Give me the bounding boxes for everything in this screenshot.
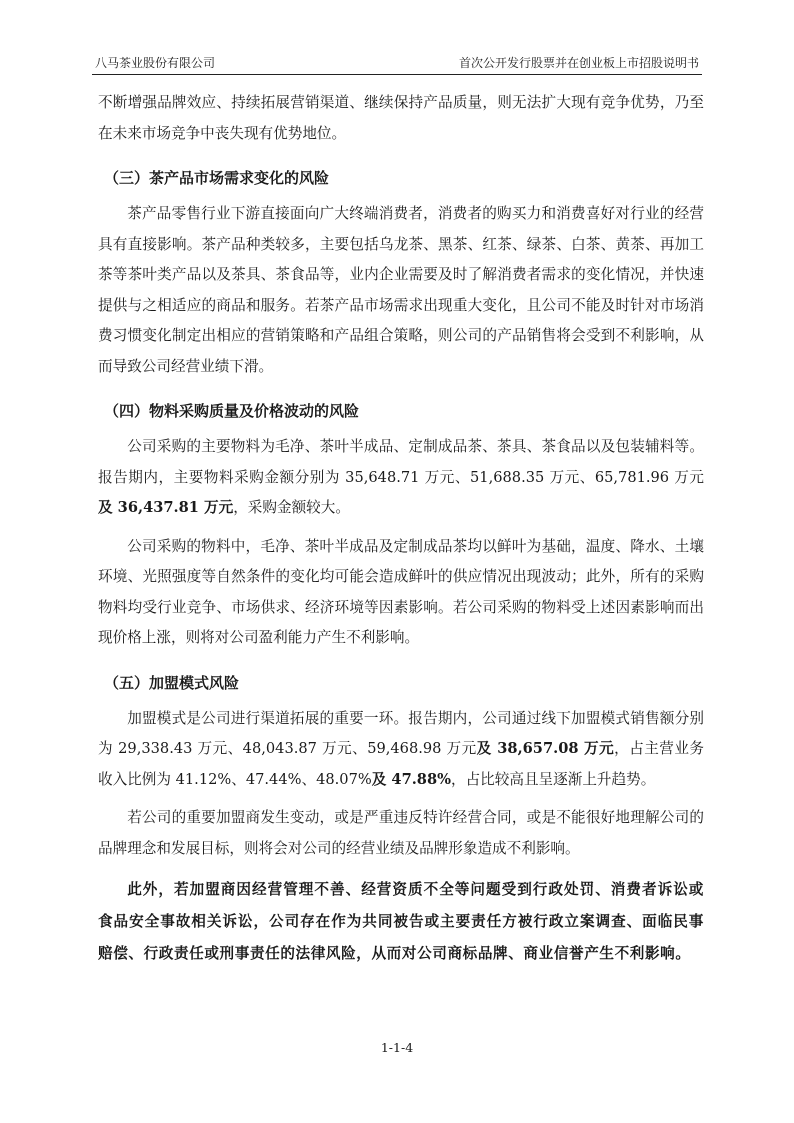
paragraph-procurement-amounts bbox=[98, 432, 704, 524]
paragraph-legal-risk: 此外，若加盟商因经营管理不善、经营资质不全等问题受到行政处罚、消费者诉讼或食品安全事故相关诉讼，公司存在作为共同被告或主要责任方被行政立案调查、面临民事赔偿、行政责任或刑事责任的法律风险，从而对公司商标品牌、商业信誉产生不利影响。 bbox=[98, 881, 704, 962]
paragraph-market-demand: 茶产品零售行业下游直接面向广大终端消费者，消费者的购买力和消费喜好对行业的经营具有直接影响。茶产品种类较多，主要包括乌龙茶、黑茶、红茶、绿茶、白茶、黄茶、再加工茶等茶叶类产品以及茶具、茶食品等，业内企业需要及时了解消费者需求的变化情况，并快速提供与之相适应的商品和服务。若茶产品市场需求出现重大变化，且公司不能及时针对市场消费习惯变化制定出相应的营销策略和产品组合策略，则公司的产品销售将会受到不利影响，从而导致公司经营业绩下滑。 bbox=[98, 205, 704, 375]
bold-text-run: 及 38,657.08 万元 bbox=[476, 740, 615, 757]
paragraph-franchise-sales bbox=[98, 704, 704, 796]
bold-text-run: 及 36,437.81 万元 bbox=[98, 499, 234, 516]
text-run: 加盟模式是公司进行渠道拓展的重要一环。报告期内，公司通过线下加盟模式销售额分别为 29,338.43 万元、48,043.87 万元、59,468.98 万元 bbox=[98, 709, 704, 757]
page-header bbox=[92, 54, 702, 75]
document-body bbox=[98, 88, 704, 970]
section-heading-franchise: （五）加盟模式风险 bbox=[104, 673, 240, 692]
text-run: ，占主营业务收入比例为 41.12%、47.44%、48.07% bbox=[98, 740, 705, 788]
header-document-title: 首次公开发行股票并在创业板上市招股说明书 bbox=[458, 56, 699, 70]
bold-text-run: 及 47.88% bbox=[371, 770, 451, 788]
text-run: ，占比较高且呈逐渐上升趋势。 bbox=[450, 770, 656, 788]
text-run: ，采购金额较大。 bbox=[233, 499, 350, 516]
paragraph-continued: 不断增强品牌效应、持续拓展营销渠道、继续保持产品质量，则无法扩大现有竞争优势，乃至在未来市场竞争中丧失现有优势地位。 bbox=[98, 94, 704, 142]
paragraph-procurement-risk: 公司采购的物料中，毛净、茶叶半成品及定制成品茶均以鲜叶为基础，温度、降水、土壤环境、光照强度等自然条件的变化均可能会造成鲜叶的供应情况出现波动；此外，所有的采购物料均受行业竞争、市场供求、经济环境等因素影响。若公司采购的物料受上述因素影响而出现价格上涨，则将对公司盈利能力产生不利影响。 bbox=[98, 537, 704, 646]
header-company-name: 八马茶业股份有限公司 bbox=[95, 56, 216, 70]
section-heading-market-demand: （三）茶产品市场需求变化的风险 bbox=[104, 169, 330, 187]
paragraph-franchisee-change: 若公司的重要加盟商发生变动，或是严重违反特许经营合同，或是不能很好地理解公司的品牌理念和发展目标，则将会对公司的经营业绩及品牌形象造成不利影响。 bbox=[98, 809, 704, 857]
page-number: 1-1-4 bbox=[380, 1040, 414, 1055]
text-run: 公司采购的主要物料为毛净、茶叶半成品、定制成品茶、茶具、茶食品以及包装辅料等。报告期内，主要物料采购金额分别为 35,648.71 万元、51,688.35 万元、65,781.96 万元 bbox=[98, 438, 704, 486]
section-heading-procurement: （四）物料采购质量及价格波动的风险 bbox=[104, 402, 360, 420]
